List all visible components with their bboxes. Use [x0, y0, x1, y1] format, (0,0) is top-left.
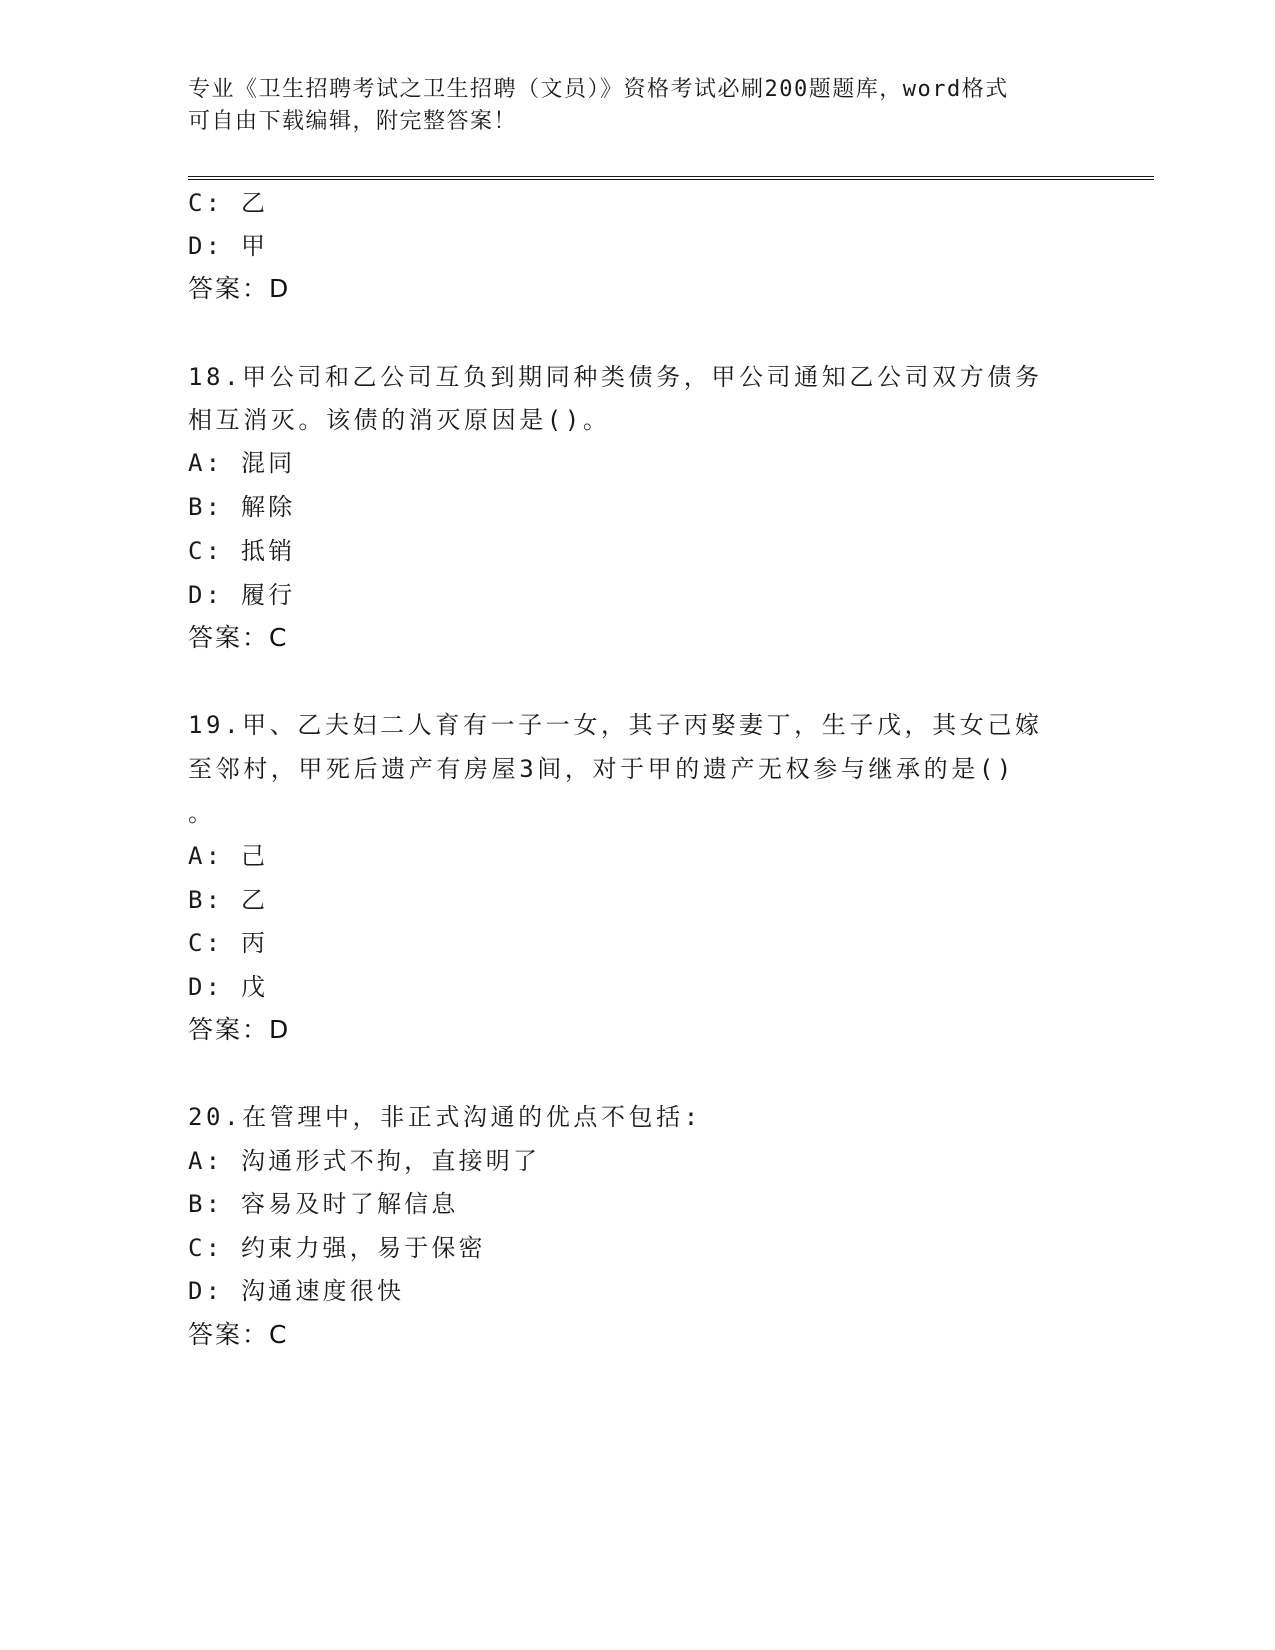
q18-answer: 答案：C — [188, 623, 289, 652]
q19-answer: 答案：D — [188, 1015, 291, 1044]
q18-text-line-2: 相互消灭。该债的消灭原因是()。 — [188, 406, 611, 434]
q18-option-c: C: 抵销 — [188, 537, 296, 565]
q20-option-b: B: 容易及时了解信息 — [188, 1190, 459, 1218]
header-title-line-1: 专业《卫生招聘考试之卫生招聘（文员）》资格考试必刷200题题库，word格式 — [188, 77, 1009, 102]
q18-option-b: B: 解除 — [188, 493, 296, 521]
q18-option-a: A: 混同 — [188, 449, 296, 477]
q19-text-line-1: 19.甲、乙夫妇二人育有一子一女，其子丙娶妻丁，生子戊，其女己嫁 — [188, 711, 1043, 739]
q20-option-d: D: 沟通速度很快 — [188, 1277, 405, 1305]
q18-option-d: D: 履行 — [188, 581, 296, 609]
q18-text-line-1: 18.甲公司和乙公司互负到期同种类债务，甲公司通知乙公司双方债务 — [188, 363, 1043, 391]
page-header — [188, 74, 1068, 138]
q20-answer: 答案：C — [188, 1320, 289, 1349]
q19-text-line-2: 至邻村，甲死后遗产有房屋3间，对于甲的遗产无权参与继承的是() — [188, 755, 1015, 783]
header-double-rule — [188, 176, 1154, 180]
q20-option-c: C: 约束力强，易于保密 — [188, 1234, 486, 1262]
q19-text-line-3: 。 — [188, 799, 216, 827]
header-title-line-2: 可自由下载编辑，附完整答案！ — [188, 109, 518, 134]
q17-answer: 答案：D — [188, 274, 291, 303]
q19-option-b: B: 乙 — [188, 886, 269, 914]
q17-option-d: D: 甲 — [188, 232, 269, 260]
q20-option-a: A: 沟通形式不拘，直接明了 — [188, 1147, 541, 1175]
q19-option-d: D: 戊 — [188, 973, 269, 1001]
q19-option-c: C: 丙 — [188, 929, 269, 957]
q19-option-a: A: 己 — [188, 842, 269, 870]
q20-text-line-1: 20.在管理中，非正式沟通的优点不包括: — [188, 1103, 702, 1131]
q17-option-c: C: 乙 — [188, 189, 269, 217]
